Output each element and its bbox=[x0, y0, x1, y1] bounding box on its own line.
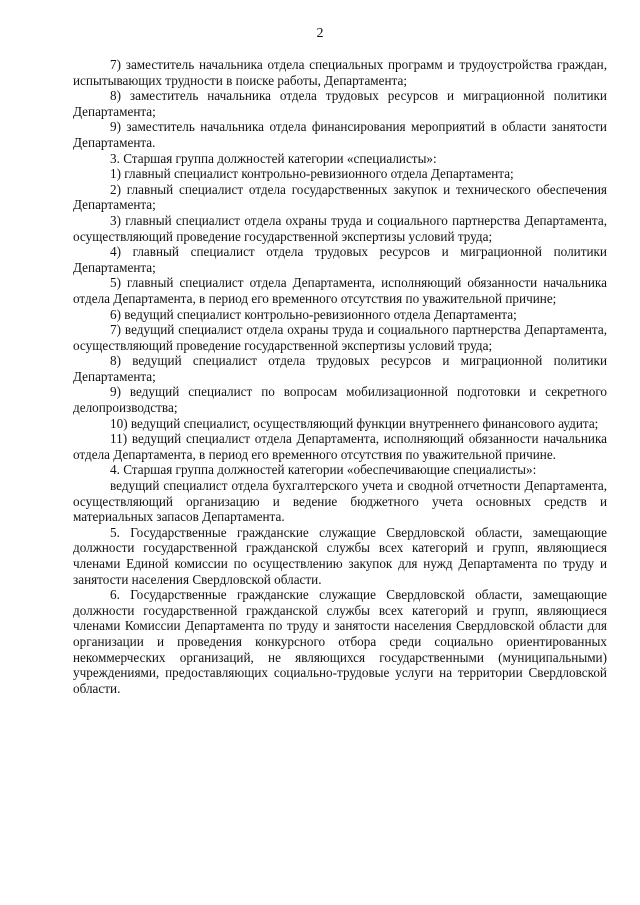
paragraph-deputy-head-special-programs: 7) заместитель начальника отдела специальных программ и трудоустройства граждан, испытывающих трудности в поиске работы, Департамента; bbox=[73, 57, 607, 88]
paragraph-chief-specialist-labor-safety: 3) главный специалист отдела охраны труда и социального партнерства Департамента, осуществляющий проведение государственной экспертизы условий труда; bbox=[73, 212, 607, 244]
paragraph-chief-specialist-acting-head: 5) главный специалист отдела Департамента, исполняющий обязанности начальника отдела Департамента, в период его временного отсутствия по уважительной причине; bbox=[73, 275, 607, 306]
paragraph-leading-specialist-audit: 6) ведущий специалист контрольно-ревизионного отдела Департамента; bbox=[110, 306, 517, 322]
paragraph-leading-specialist-labor-safety: 7) ведущий специалист отдела охраны труда и социального партнерства Департамента, осуществляющий проведение государственной экспертизы условий труда; bbox=[73, 322, 607, 353]
page-number: 2 bbox=[316, 26, 324, 41]
paragraph-chief-specialist-procurement: 2) главный специалист отдела государственных закупок и технического обеспечения Департамента; bbox=[73, 181, 607, 213]
paragraph-leading-specialist-acting-head: 11) ведущий специалист отдела Департамента, исполняющий обязанности начальника отдела Департамента, в период его временного отсутствия по уважительной причине. bbox=[73, 431, 607, 462]
document-body bbox=[73, 57, 607, 696]
section-heading-support-specialists: 4. Старшая группа должностей категории «обеспечивающие специалисты»: bbox=[110, 462, 537, 478]
paragraph-leading-specialist-labor-resources: 8) ведущий специалист отдела трудовых ресурсов и миграционной политики Департамента; bbox=[73, 353, 607, 384]
paragraph-leading-specialist-internal-audit: 10) ведущий специалист, осуществляющий функции внутреннего финансового аудита; bbox=[110, 415, 599, 431]
section-heading-specialists: 3. Старшая группа должностей категории «специалисты»: bbox=[110, 150, 437, 166]
paragraph-leading-specialist-mobilization: 9) ведущий специалист по вопросам мобилизационной подготовки и секретного делопроизводства; bbox=[73, 384, 607, 416]
paragraph-chief-specialist-audit: 1) главный специалист контрольно-ревизионного отдела Департамента; bbox=[110, 166, 514, 182]
paragraph-deputy-head-financing: 9) заместитель начальника отдела финансирования мероприятий в области занятости Департамента. bbox=[73, 119, 607, 150]
paragraph-deputy-head-labor-resources: 8) заместитель начальника отдела трудовых ресурсов и миграционной политики Департамента; bbox=[73, 88, 607, 119]
paragraph-procurement-commission-members: 5. Государственные гражданские служащие Свердловской области, замещающие должности государственной гражданской службы всех категорий и групп, являющиеся членами Единой комиссии по осуществлению закупок для нужд Департамента по труду и занятости населения Свердловской области. bbox=[73, 524, 607, 587]
paragraph-chief-specialist-labor-resources: 4) главный специалист отдела трудовых ресурсов и миграционной политики Департамента; bbox=[73, 244, 607, 275]
paragraph-leading-specialist-accounting: ведущий специалист отдела бухгалтерского учета и сводной отчетности Департамента, осуществляющий организацию и ведение бюджетного учета основных средств и материальных запасов Департамента. bbox=[73, 478, 607, 525]
paragraph-selection-commission-members: 6. Государственные гражданские служащие Свердловской области, замещающие должности государственной гражданской службы всех категорий и групп, являющиеся членами Комиссии Департамента по труду и занятости населения Свердловской области для организации и проведения конкурсного отбора среди социально ориентированных некоммерческих организаций, не являющихся государственными (муниципальными) учреждениями, предоставляющих социально-трудовые услуги на территории Свердловской области. bbox=[73, 587, 607, 696]
